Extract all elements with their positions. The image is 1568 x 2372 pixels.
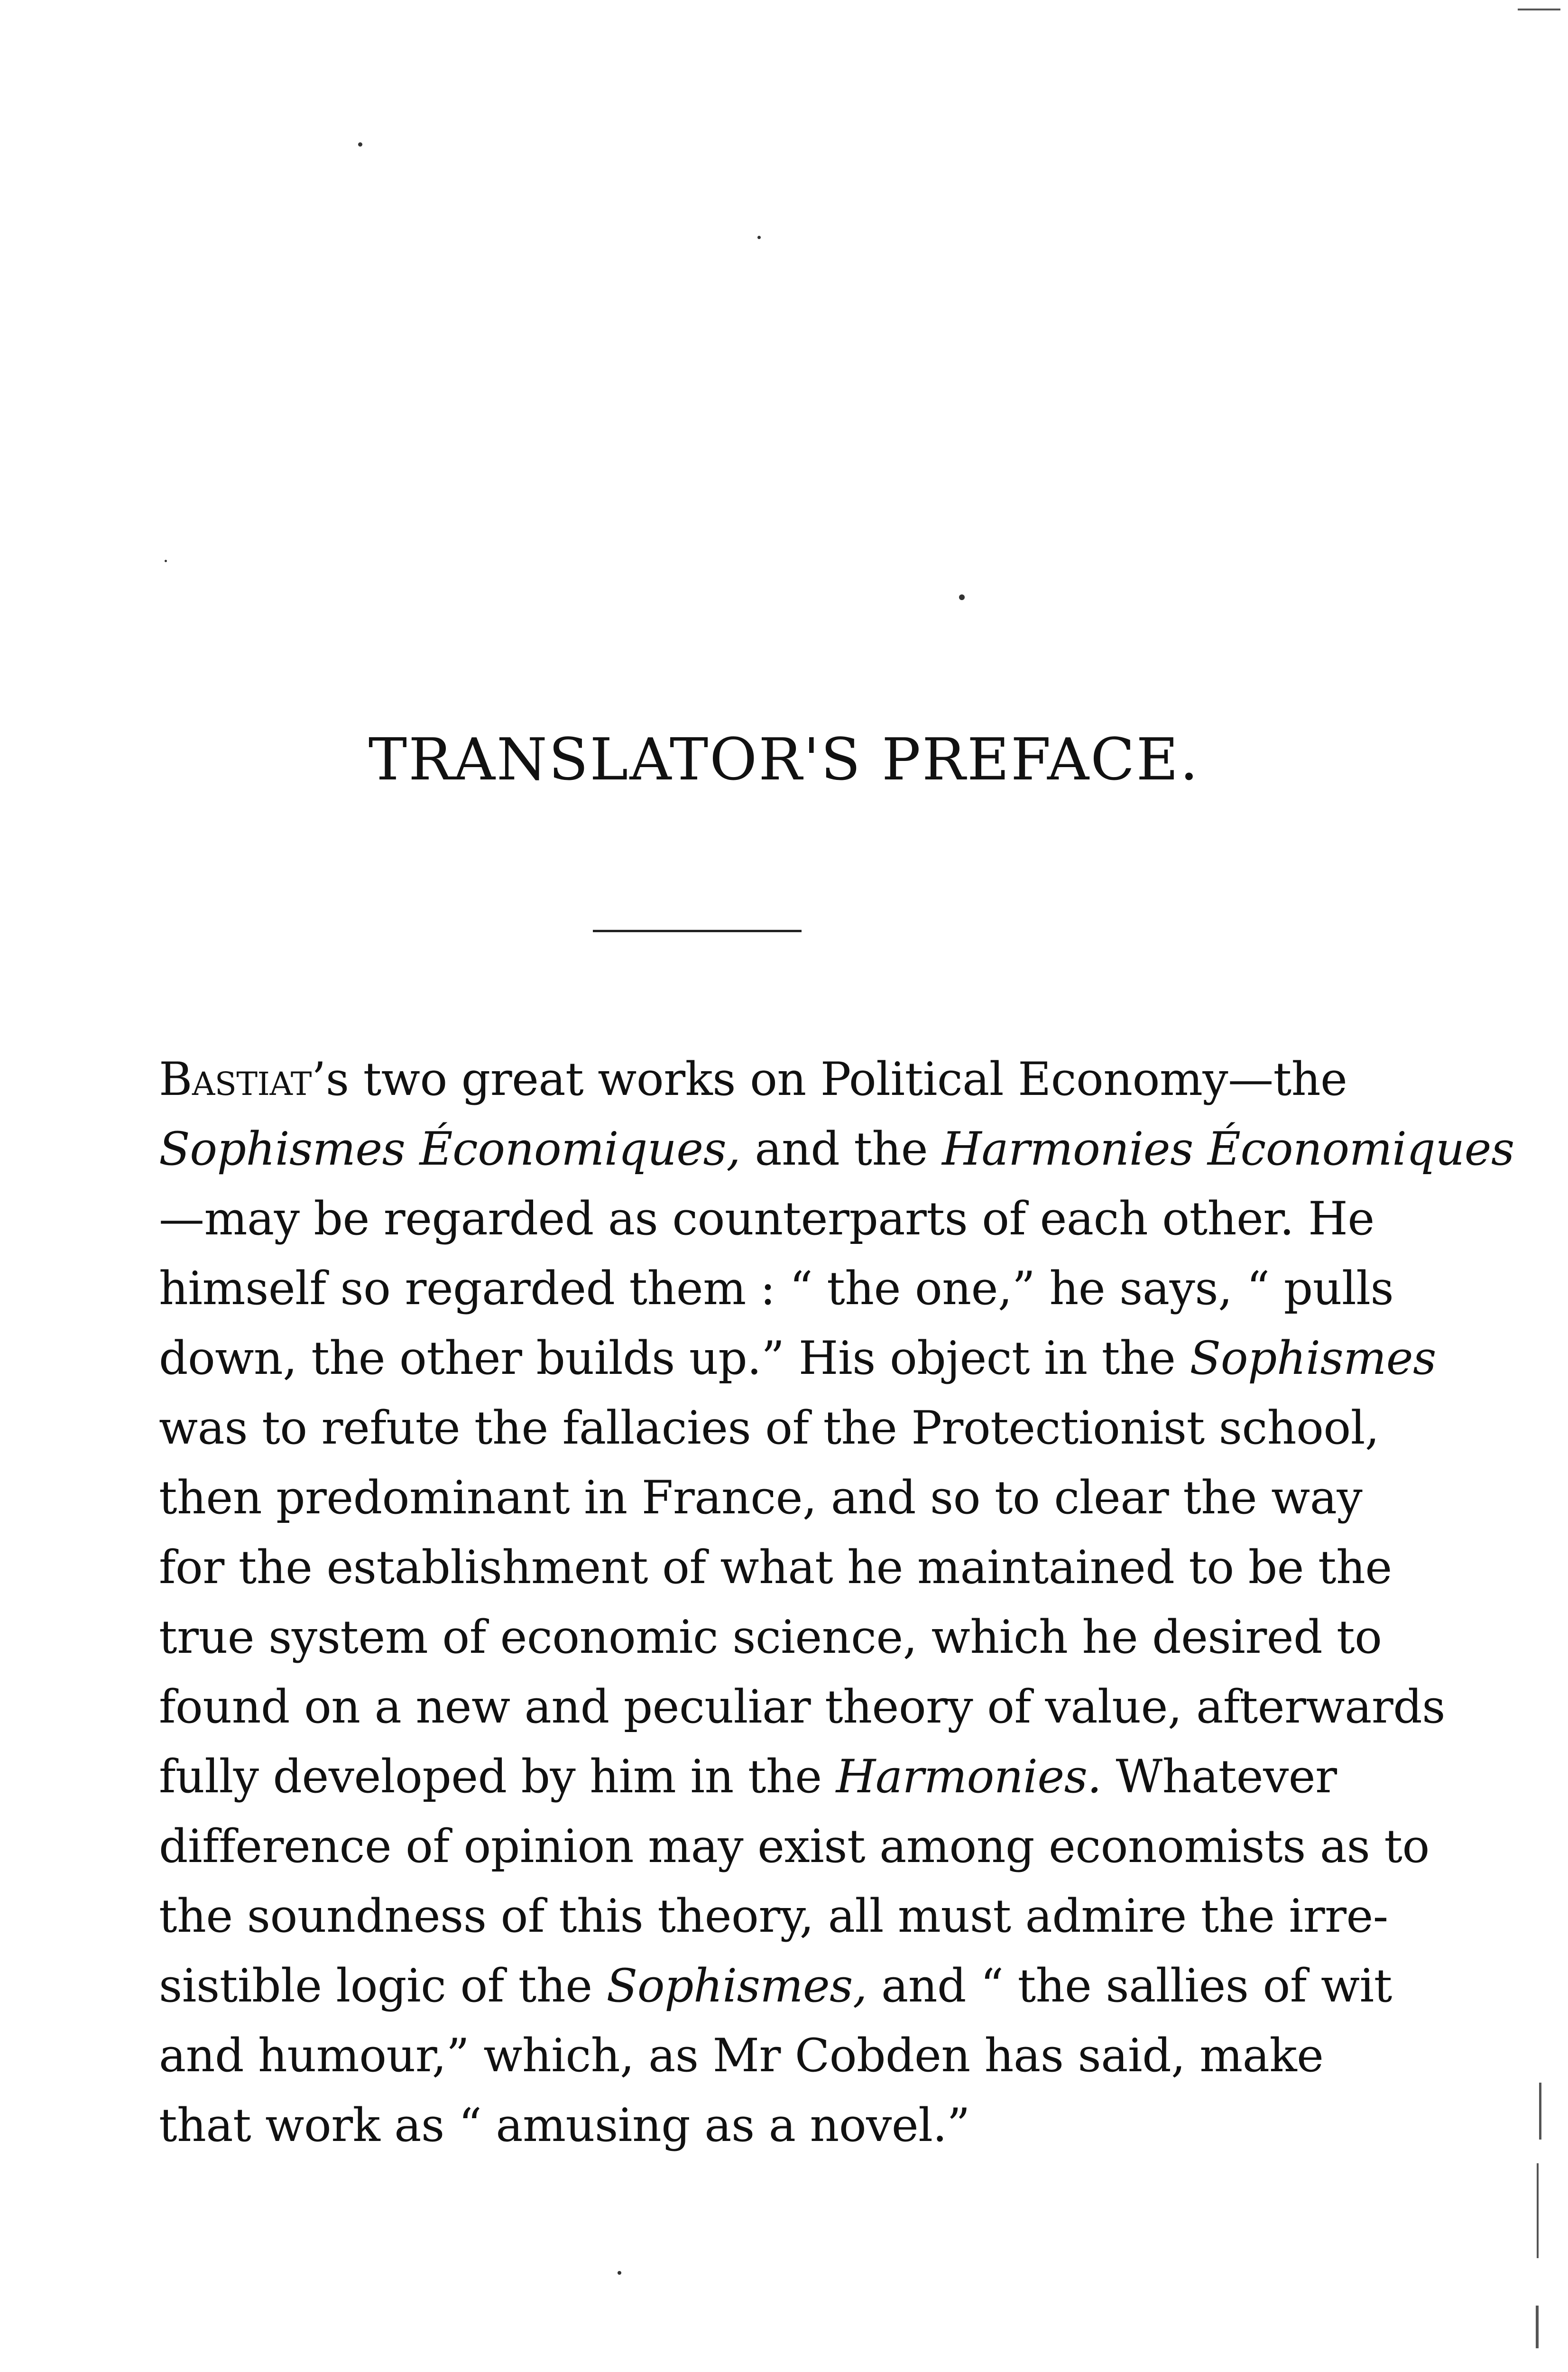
text-line <box>159 1532 1392 1603</box>
text-run: true system of economic science, which he desired to <box>159 1611 1382 1664</box>
text-line <box>159 1113 1514 1185</box>
text-run: difference of opinion may exist among economists as to <box>159 1820 1430 1873</box>
speck-mark <box>618 2271 621 2275</box>
edge-mark <box>1518 9 1560 10</box>
text-run: and humour,” which, as Mr Cobden has said, make <box>159 2029 1324 2082</box>
edge-mark <box>1539 2083 1541 2140</box>
text-line <box>159 1881 1388 1952</box>
speck-mark <box>959 594 965 600</box>
text-run: down, the other builds up.” His object in the <box>159 1332 1190 1385</box>
text-line <box>159 1950 1392 2021</box>
text-line <box>159 1183 1374 1254</box>
text-run: ’s two great works on Political Economy—the <box>311 1053 1347 1106</box>
text-run: the soundness of this theory, all must admire the irre- <box>159 1890 1388 1943</box>
text-run: Harmonies Économiques <box>942 1122 1514 1176</box>
text-run: and “ the sallies of wit <box>867 1959 1392 2012</box>
text-run: Harmonies. <box>836 1750 1102 1803</box>
text-run: found on a new and peculiar theory of value, afterwards <box>159 1680 1446 1733</box>
text-line <box>159 1253 1394 1324</box>
speck-mark <box>165 560 167 562</box>
text-line <box>159 1323 1436 1394</box>
text-run: that work as “ amusing as a novel.” <box>159 2099 970 2152</box>
text-run: was to refute the fallacies of the Protectionist school, <box>159 1401 1379 1455</box>
text-run: and the <box>740 1122 942 1176</box>
text-line <box>159 1462 1363 1533</box>
text-line <box>159 2020 1324 2091</box>
speck-mark <box>358 142 362 147</box>
text-run: Whatever <box>1101 1750 1337 1803</box>
page-title: TRANSLATOR'S PREFACE. <box>368 726 1200 793</box>
text-run: fully developed by him in the <box>159 1750 836 1803</box>
edge-mark <box>1536 2306 1539 2348</box>
text-run: —may be regarded as counterparts of each other. He <box>159 1192 1374 1245</box>
text-line <box>159 1671 1446 1742</box>
text-run: then predominant in France, and so to clear the way <box>159 1471 1363 1524</box>
text-run: Bastiat <box>159 1053 312 1106</box>
text-run: Sophismes <box>1190 1332 1436 1385</box>
text-line <box>159 1602 1382 1673</box>
text-line <box>159 1811 1430 1882</box>
text-run: Sophismes, <box>606 1959 867 2012</box>
speck-mark <box>757 236 761 239</box>
text-line <box>159 1044 1347 1115</box>
text-run: sistible logic of the <box>159 1959 607 2012</box>
text-run: himself so regarded them : “ the one,” he says, “ pulls <box>159 1262 1394 1315</box>
text-line <box>159 1741 1337 1812</box>
title-divider <box>593 930 802 932</box>
text-run: Sophismes Économiques, <box>159 1122 741 1176</box>
edge-mark <box>1537 2163 1539 2258</box>
text-line <box>159 1392 1379 1464</box>
text-run: for the establishment of what he maintained to be the <box>159 1541 1392 1594</box>
text-line <box>159 2090 1221 2161</box>
